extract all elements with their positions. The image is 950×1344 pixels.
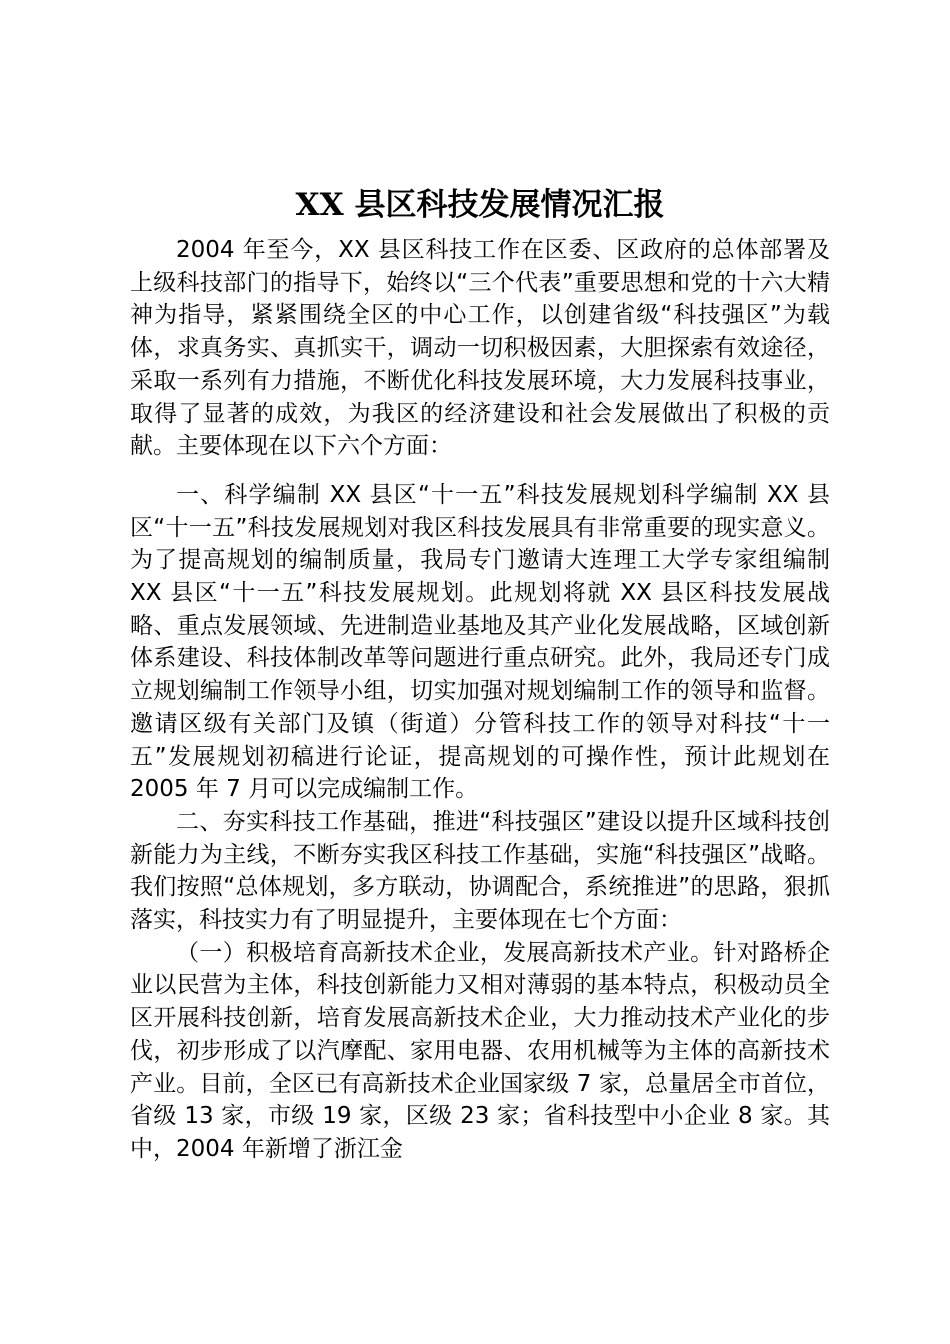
paragraph-subsection-1: （一）积极培育高新技术企业，发展高新技术产业。针对路桥企业以民营为主体，科技创新能力又相对薄弱的基本特点，积极动员全区开展科技创新，培育发展高新技术企业，大力推动技术产业化的步伐，初步形成了以汽摩配、家用电器、农用机械等为主体的高新技术产业。目前，全区已有高新技术企业国家级 7 家，总量居全市首位，省级 13 家，市级 19 家，区级 23 家；省科技型中小企业 8 家。其中，2004 年新增了浙江金 [130, 939, 830, 1162]
paragraph-intro: 2004 年至今，XX 县区科技工作在区委、区政府的总体部署及上级科技部门的指导下，始终以“三个代表”重要思想和党的十六大精神为指导，紧紧围绕全区的中心工作，以创建省级“科技强区”为载体，求真务实、真抓实干，调动一切积极因素，大胆探索有效途径，采取一系列有力措施，不断优化科技发展环境，大力发展科技事业，取得了显著的成效，为我区的经济建设和社会发展做出了积极的贡献。主要体现在以下六个方面： [130, 237, 830, 460]
document-title: XX 县区科技发展情况汇报 [295, 187, 665, 223]
paragraph-section-1: 一、科学编制 XX 县区“十一五”科技发展规划科学编制 XX 县区“十一五”科技发展规划对我区科技发展具有非常重要的现实意义。为了提高规划的编制质量，我局专门邀请大连理工大学专家组编制 XX 县区“十一五”科技发展规划。此规划将就 XX 县区科技发展战略、重点发展领域、先进制造业基地及其产业化发展战略，区域创新体系建设、科技体制改革等问题进行重点研究。此外，我局还专门成立规划编制工作领导小组，切实加强对规划编制工作的领导和监督。邀请区级有关部门及镇（街道）分管科技工作的领导对科技“十一五”发展规划初稿进行论证，提高规划的可操作性，预计此规划在 2005 年 7 月可以完成编制工作。 [130, 481, 830, 803]
document-body [130, 234, 830, 1166]
paragraph-section-2: 二、夯实科技工作基础，推进“科技强区”建设以提升区域科技创新能力为主线，不断夯实我区科技工作基础，实施“科技强区”战略。我们按照“总体规划，多方联动，协调配合，系统推进”的思路，狠抓落实，科技实力有了明显提升，主要体现在七个方面： [130, 808, 830, 934]
